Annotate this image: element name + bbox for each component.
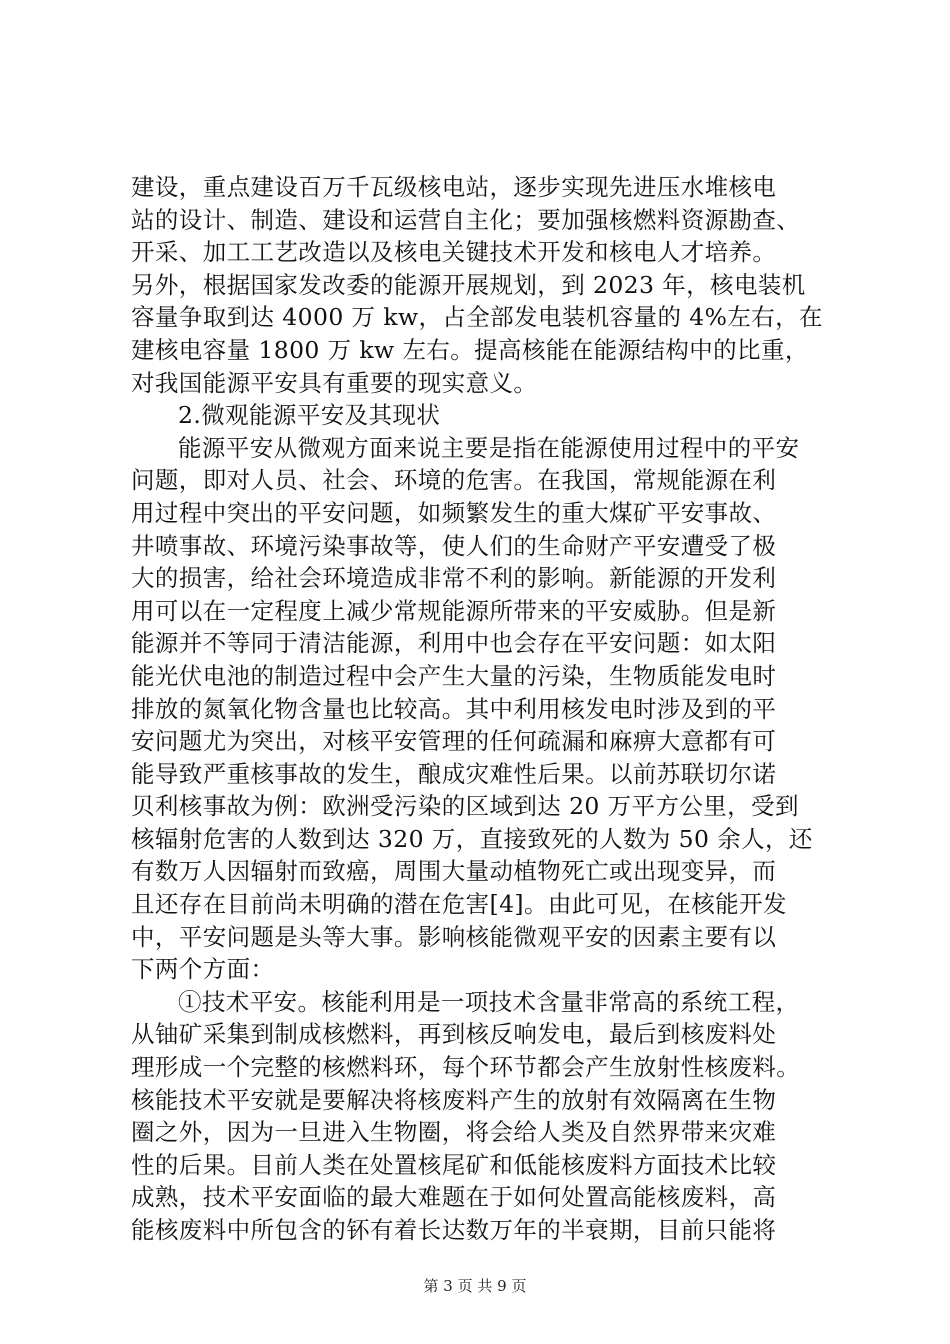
text-line: 问题，即对人员、社会、环境的危害。在我国，常规能源在利 — [131, 466, 777, 495]
text-line: 安问题尤为突出，对核平安管理的任何疏漏和麻痹大意都有可 — [131, 727, 777, 756]
text-line: 核辐射危害的人数到达 320 万，直接致死的人数为 50 余人，还 — [131, 824, 813, 853]
text-line: 成熟，技术平安面临的最大难题在于如何处置高能核废料，高 — [131, 1183, 777, 1212]
text-line: 圈之外，因为一旦进入生物圈，将会给人类及自然界带来灾难 — [131, 1118, 777, 1147]
text-line: 能核废料中所包含的钚有着长达数万年的半衰期，目前只能将 — [131, 1216, 777, 1244]
text-line: 贝利核事故为例：欧洲受污染的区域到达 20 万平方公里，受到 — [131, 792, 799, 821]
text-line: 用可以在一定程度上减少常规能源所带来的平安威胁。但是新 — [131, 596, 777, 625]
text-line: 中，平安问题是头等大事。影响核能微观平安的因素主要有以 — [131, 922, 777, 951]
text-line: 开采、加工工艺改造以及核电关键技术开发和核电人才培养。 — [131, 238, 777, 267]
text-line: 2.微观能源平安及其现状 — [178, 401, 441, 430]
text-line: 大的损害，给社会环境造成非常不利的影响。新能源的开发利 — [131, 564, 777, 593]
text-line: ①技术平安。核能利用是一项技术含量非常高的系统工程， — [178, 987, 800, 1016]
text-line: 井喷事故、环境污染事故等，使人们的生命财产平安遭受了极 — [131, 531, 777, 560]
text-line: 容量争取到达 4000 万 kw，占全部发电装机容量的 4%左右，在 — [131, 303, 823, 332]
text-line: 站的设计、制造、建设和运营自主化；要加强核燃料资源勘查、 — [131, 205, 801, 234]
text-line: 建设，重点建设百万千瓦级核电站，逐步实现先进压水堆核电 — [131, 173, 777, 201]
text-line: 理形成一个完整的核燃料环，每个环节都会产生放射性核废料。 — [131, 1053, 801, 1082]
text-line: 核能技术平安就是要解决将核废料产生的放射有效隔离在生物 — [131, 1085, 777, 1114]
text-line: 另外，根据国家发改委的能源开展规划，到 2023 年，核电装机 — [131, 270, 806, 299]
text-line: 且还存在目前尚未明确的潜在危害[4]。由此可见，在核能开发 — [131, 890, 787, 919]
text-line: 能光伏电池的制造过程中会产生大量的污染，生物质能发电时 — [131, 661, 777, 690]
text-line: 用过程中突出的平安问题，如频繁发生的重大煤矿平安事故、 — [131, 498, 777, 527]
text-line: 排放的氮氧化物含量也比较高。其中利用核发电时涉及到的平 — [131, 694, 777, 723]
text-line: 建核电容量 1800 万 kw 左右。提高核能在能源结构中的比重， — [131, 335, 809, 364]
page-number-label: 第 3 页 共 9 页 — [423, 1277, 527, 1295]
text-line: 从铀矿采集到制成核燃料，再到核反响发电，最后到核废料处 — [131, 1020, 777, 1049]
text-line: 下两个方面： — [131, 955, 275, 984]
text-line: 能源并不等同于清洁能源，利用中也会存在平安问题：如太阳 — [131, 629, 777, 658]
text-line: 性的后果。目前人类在处置核尾矿和低能核废料方面技术比较 — [131, 1150, 777, 1179]
document-body — [131, 171, 843, 1247]
text-line: 能导致严重核事故的发生，酿成灾难性后果。以前苏联切尔诺 — [131, 759, 777, 788]
text-line: 能源平安从微观方面来说主要是指在能源使用过程中的平安 — [178, 433, 800, 462]
text-line: 有数万人因辐射而致癌，周围大量动植物死亡或出现变异，而 — [131, 857, 777, 886]
page-footer — [0, 1276, 950, 1296]
text-line: 对我国能源平安具有重要的现实意义。 — [131, 368, 538, 397]
